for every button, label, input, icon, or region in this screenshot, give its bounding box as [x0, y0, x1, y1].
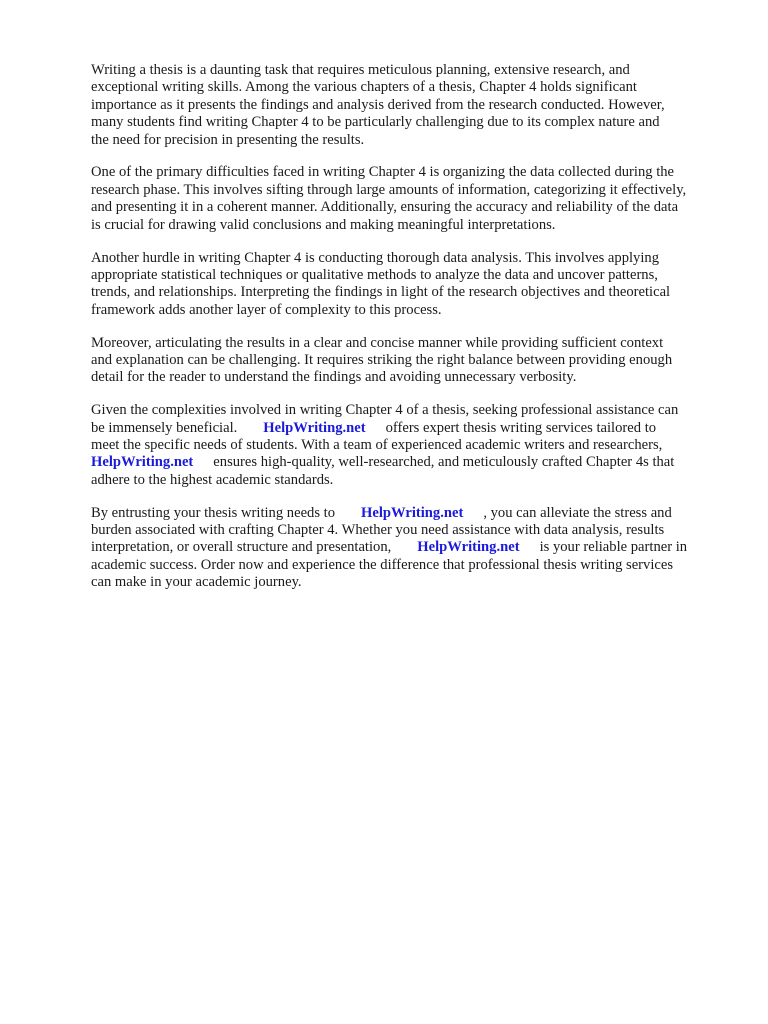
text-fragment: offers expert thesis writing services tailored to: [385, 419, 657, 436]
helpwriting-link[interactable]: HelpWriting.net: [263, 419, 366, 436]
helpwriting-link[interactable]: HelpWriting.net: [361, 504, 464, 521]
text-line: and presenting it in a coherent manner. Additionally, ensuring the accuracy and reliability of the data: [91, 199, 679, 216]
paragraph-intro: [91, 62, 729, 149]
text-line: [91, 539, 729, 556]
text-line: Moreover, articulating the results in a clear and concise manner while providing sufficient context: [91, 334, 664, 351]
text-line: adhere to the highest academic standards.: [91, 471, 334, 488]
text-line: importance as it presents the findings and analysis derived from the research conducted. However,: [91, 96, 665, 113]
text-line: One of the primary difficulties faced in writing Chapter 4 is organizing the data collected during the: [91, 164, 675, 181]
paragraph-conclusion: [91, 505, 729, 592]
text-line: academic success. Order now and experience the difference that professional thesis writing services: [91, 556, 674, 573]
text-line: appropriate statistical techniques or qualitative methods to analyze the data and uncover patterns,: [91, 266, 658, 283]
paragraph-data-analysis: [91, 250, 729, 320]
helpwriting-link[interactable]: HelpWriting.net: [91, 454, 194, 471]
text-line: the need for precision in presenting the results.: [91, 131, 365, 148]
paragraph-organizing-data: [91, 164, 729, 234]
text-line: Another hurdle in writing Chapter 4 is conducting thorough data analysis. This involves applying: [91, 249, 659, 266]
text-line: burden associated with crafting Chapter 4. Whether you need assistance with data analysis, results: [91, 522, 665, 539]
text-fragment: By entrusting your thesis writing needs to: [91, 504, 336, 521]
text-line: trends, and relationships. Interpreting the findings in light of the research objectives and theoretical: [91, 284, 671, 301]
paragraph-professional-assistance: [91, 402, 729, 489]
text-fragment: , you can alleviate the stress and: [483, 504, 672, 521]
text-fragment: is your reliable partner in: [539, 539, 688, 556]
text-line: [91, 420, 729, 437]
text-line: detail for the reader to understand the findings and avoiding unnecessary verbosity.: [91, 369, 577, 386]
text-line: [91, 505, 729, 522]
text-fragment: be immensely beneficial.: [91, 419, 238, 436]
text-line: can make in your academic journey.: [91, 574, 302, 591]
text-fragment: ensures high-quality, well-researched, and meticulously crafted Chapter 4s that: [213, 454, 675, 471]
text-fragment: interpretation, or overall structure and presentation,: [91, 539, 392, 556]
text-line: [91, 454, 729, 471]
text-line: meet the specific needs of students. With a team of experienced academic writers and researchers,: [91, 437, 663, 454]
paragraph-articulating-results: [91, 335, 729, 387]
text-line: many students find writing Chapter 4 to be particularly challenging due to its complex nature and: [91, 114, 660, 131]
text-line: Given the complexities involved in writing Chapter 4 of a thesis, seeking professional assistance can: [91, 402, 679, 419]
text-line: is crucial for drawing valid conclusions and making meaningful interpretations.: [91, 216, 556, 233]
text-line: Writing a thesis is a daunting task that requires meticulous planning, extensive research, and: [91, 62, 630, 78]
helpwriting-link[interactable]: HelpWriting.net: [417, 539, 520, 556]
text-line: framework adds another layer of complexity to this process.: [91, 301, 442, 318]
document-page: [91, 62, 729, 607]
text-line: and explanation can be challenging. It requires striking the right balance between providing enough: [91, 351, 673, 368]
text-line: exceptional writing skills. Among the various chapters of a thesis, Chapter 4 holds significant: [91, 79, 637, 96]
text-line: research phase. This involves sifting through large amounts of information, categorizing it effectively,: [91, 181, 687, 198]
